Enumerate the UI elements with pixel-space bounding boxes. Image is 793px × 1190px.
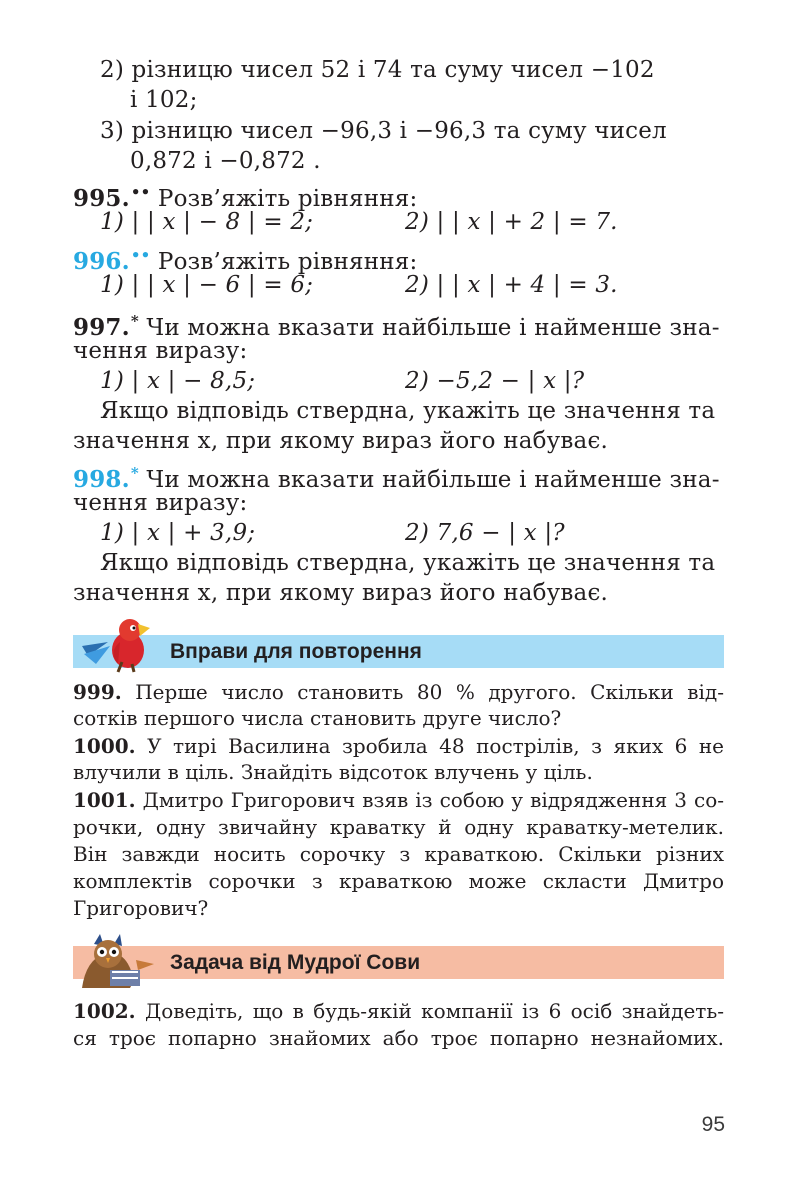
problem-text-cont: чення виразу: — [73, 490, 248, 516]
problem-text: Доведіть, що в будь-якій компанії із 6 осіб знайдеть- — [144, 999, 724, 1023]
problem-text: Дмитро Григорович взяв із собою у відрядження 3 со- — [142, 788, 724, 812]
problem-text: У тирі Василина зробила 48 пострілів, з яких 6 не — [147, 734, 724, 758]
expression-option-2: 2) 7,6 − | x |? — [405, 520, 565, 546]
instruction-line-1: Якщо відповідь ствердна, укажіть це значення та — [100, 398, 716, 424]
problem-text: Чи можна вказати найбільше і найменше зна- — [146, 315, 720, 341]
section-title-repetition: Вправи для повторення — [170, 640, 422, 663]
item-2-line-2: і 102; — [130, 87, 198, 113]
instruction-line-1: Якщо відповідь ствердна, укажіть це значення та — [100, 550, 716, 576]
expression-option-1: 1) | x | + 3,9; — [100, 520, 256, 546]
problem-text: Розв’яжіть рівняння: — [157, 186, 418, 212]
instruction-line-2: значення x, при якому вираз його набуває. — [73, 580, 609, 606]
parrot-icon — [78, 612, 156, 674]
problem-number: 996. — [73, 248, 130, 275]
problem-number: 995. — [73, 185, 130, 212]
page-number: 95 — [701, 1113, 725, 1136]
problem-1001-line-4: комплектів сорочки з краваткою може скласти Дмитро — [73, 869, 724, 893]
problem-number: 1001. — [73, 788, 136, 812]
problem-1002-line-2: ся троє попарно знайомих або троє попарно незнайомих. — [73, 1026, 724, 1050]
equation-option-1: 1) | | x | − 6 | = 6; — [100, 272, 314, 298]
instruction-line-2: значення x, при якому вираз його набуває. — [73, 428, 609, 454]
problem-999-line-1 — [73, 679, 724, 705]
difficulty-mark: •• — [130, 246, 151, 264]
equation-option-2: 2) | | x | + 4 | = 3. — [405, 272, 618, 298]
problem-number: 997. — [73, 314, 130, 341]
item-2-line-1: 2) різницю чисел 52 і 74 та суму чисел −102 — [100, 57, 655, 83]
owl-icon — [76, 930, 162, 990]
expression-option-1: 1) | x | − 8,5; — [100, 368, 256, 394]
equation-option-2: 2) | | x | + 2 | = 7. — [405, 209, 618, 235]
difficulty-mark: * — [130, 464, 139, 482]
problem-999-line-2: сотків першого числа становить друге число? — [73, 706, 562, 730]
problem-1002-line-1 — [73, 998, 724, 1024]
problem-1001-line-3: Він завжди носить сорочку з краваткою. Скільки різних — [73, 842, 724, 866]
difficulty-mark: •• — [130, 183, 151, 201]
problem-1001-line-2: рочки, одну звичайну краватку й одну краватку-метелик. — [73, 815, 724, 839]
problem-1000-line-2: влучили в ціль. Знайдіть відсоток влучень у ціль. — [73, 760, 593, 784]
problem-number: 1000. — [73, 734, 136, 758]
expression-option-2: 2) −5,2 − | x |? — [405, 368, 585, 394]
problem-number: 1002. — [73, 999, 136, 1023]
problem-number: 998. — [73, 466, 130, 493]
problem-text: Розв’яжіть рівняння: — [157, 249, 418, 275]
difficulty-mark: * — [130, 312, 139, 330]
section-title-owl: Задача від Мудрої Сови — [170, 951, 421, 974]
equation-option-1: 1) | | x | − 8 | = 2; — [100, 209, 314, 235]
problem-1001-line-5: Григорович? — [73, 896, 209, 920]
problem-text: Чи можна вказати найбільше і найменше зна- — [146, 467, 720, 493]
problem-number: 999. — [73, 680, 122, 704]
item-3-line-1: 3) різницю чисел −96,3 і −96,3 та суму чисел — [100, 118, 667, 144]
problem-text-cont: чення виразу: — [73, 338, 248, 364]
problem-1001-line-1 — [73, 787, 724, 813]
problem-text: Перше число становить 80 % другого. Скільки від- — [135, 680, 725, 704]
problem-1000-line-1 — [73, 733, 724, 759]
item-3-line-2: 0,872 і −0,872 . — [130, 148, 321, 174]
